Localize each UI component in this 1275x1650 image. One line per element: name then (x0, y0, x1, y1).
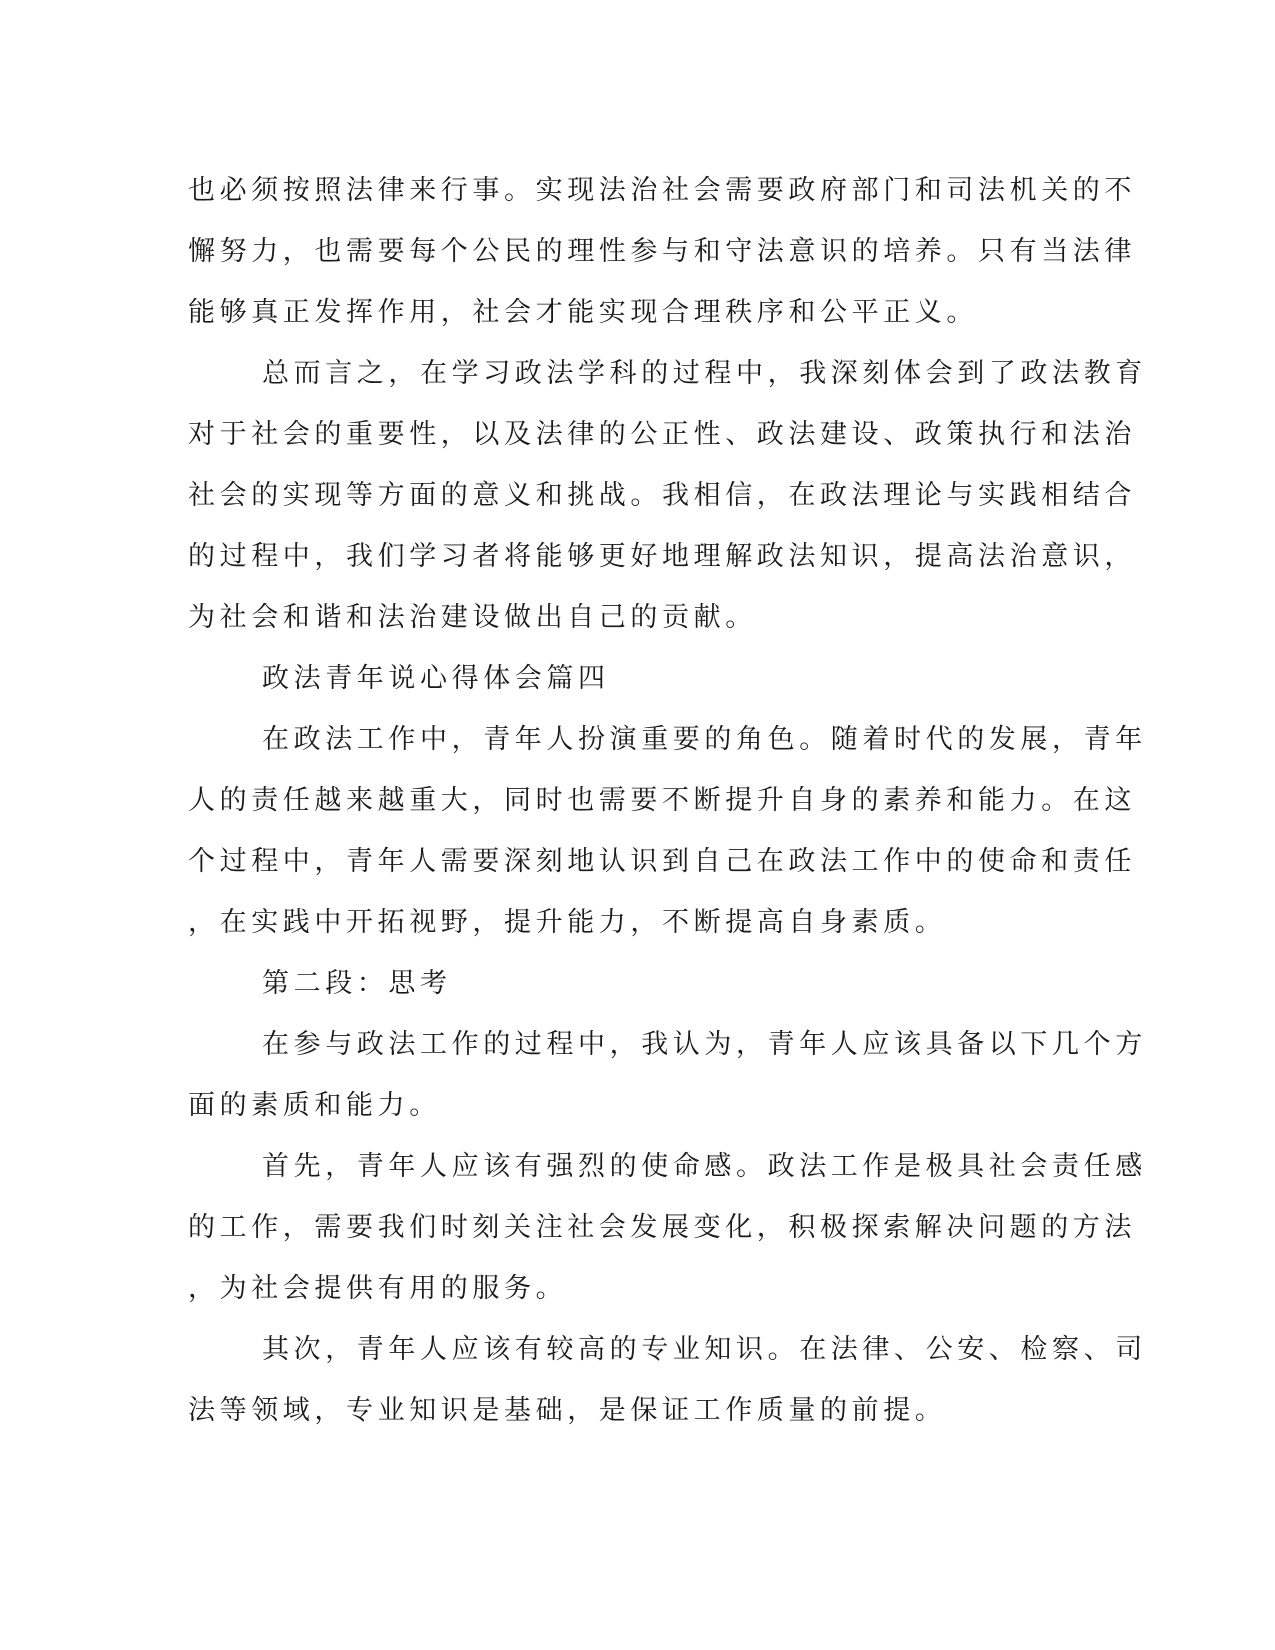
text-line: 在参与政法工作的过程中，我认为，青年人应该具备以下几个方 (262, 1029, 1147, 1060)
text-line: 人的责任越来越重大，同时也需要不断提升自身的素养和能力。在这 (188, 785, 1136, 816)
text-line: 首先，青年人应该有强烈的使命感。政法工作是极具社会责任感 (262, 1151, 1147, 1182)
text-line: 面的素质和能力。 (188, 1090, 441, 1121)
text-line: 其次，青年人应该有较高的专业知识。在法律、公安、检察、司 (262, 1334, 1147, 1365)
text-line: 总而言之，在学习政法学科的过程中，我深刻体会到了政法教育 (262, 358, 1147, 389)
text-line: 法等领域，专业知识是基础，是保证工作质量的前提。 (188, 1395, 947, 1426)
text-line: 为社会和谐和法治建设做出自己的贡献。 (188, 602, 757, 633)
text-line: 在政法工作中，青年人扮演重要的角色。随着时代的发展，青年 (262, 724, 1147, 755)
text-line: 也必须按照法律来行事。实现法治社会需要政府部门和司法机关的不 (188, 175, 1136, 206)
section-heading: 第二段：思考 (262, 968, 452, 999)
text-line: ，在实践中开拓视野，提升能力，不断提高自身素质。 (188, 907, 947, 938)
text-line: 能够真正发挥作用，社会才能实现合理秩序和公平正义。 (188, 297, 978, 328)
text-line: 的过程中，我们学习者将能够更好地理解政法知识，提高法治意识， (188, 541, 1136, 572)
section-heading: 政法青年说心得体会篇四 (262, 663, 610, 694)
text-line: 社会的实现等方面的意义和挑战。我相信，在政法理论与实践相结合 (188, 480, 1136, 511)
text-line: 个过程中，青年人需要深刻地认识到自己在政法工作中的使命和责任 (188, 846, 1136, 877)
document-body (188, 160, 1147, 1441)
text-line: 的工作，需要我们时刻关注社会发展变化，积极探索解决问题的方法 (188, 1212, 1136, 1243)
text-line: ，为社会提供有用的服务。 (188, 1273, 568, 1304)
text-line: 对于社会的重要性，以及法律的公正性、政法建设、政策执行和法治 (188, 419, 1136, 450)
text-line: 懈努力，也需要每个公民的理性参与和守法意识的培养。只有当法律 (188, 236, 1136, 267)
